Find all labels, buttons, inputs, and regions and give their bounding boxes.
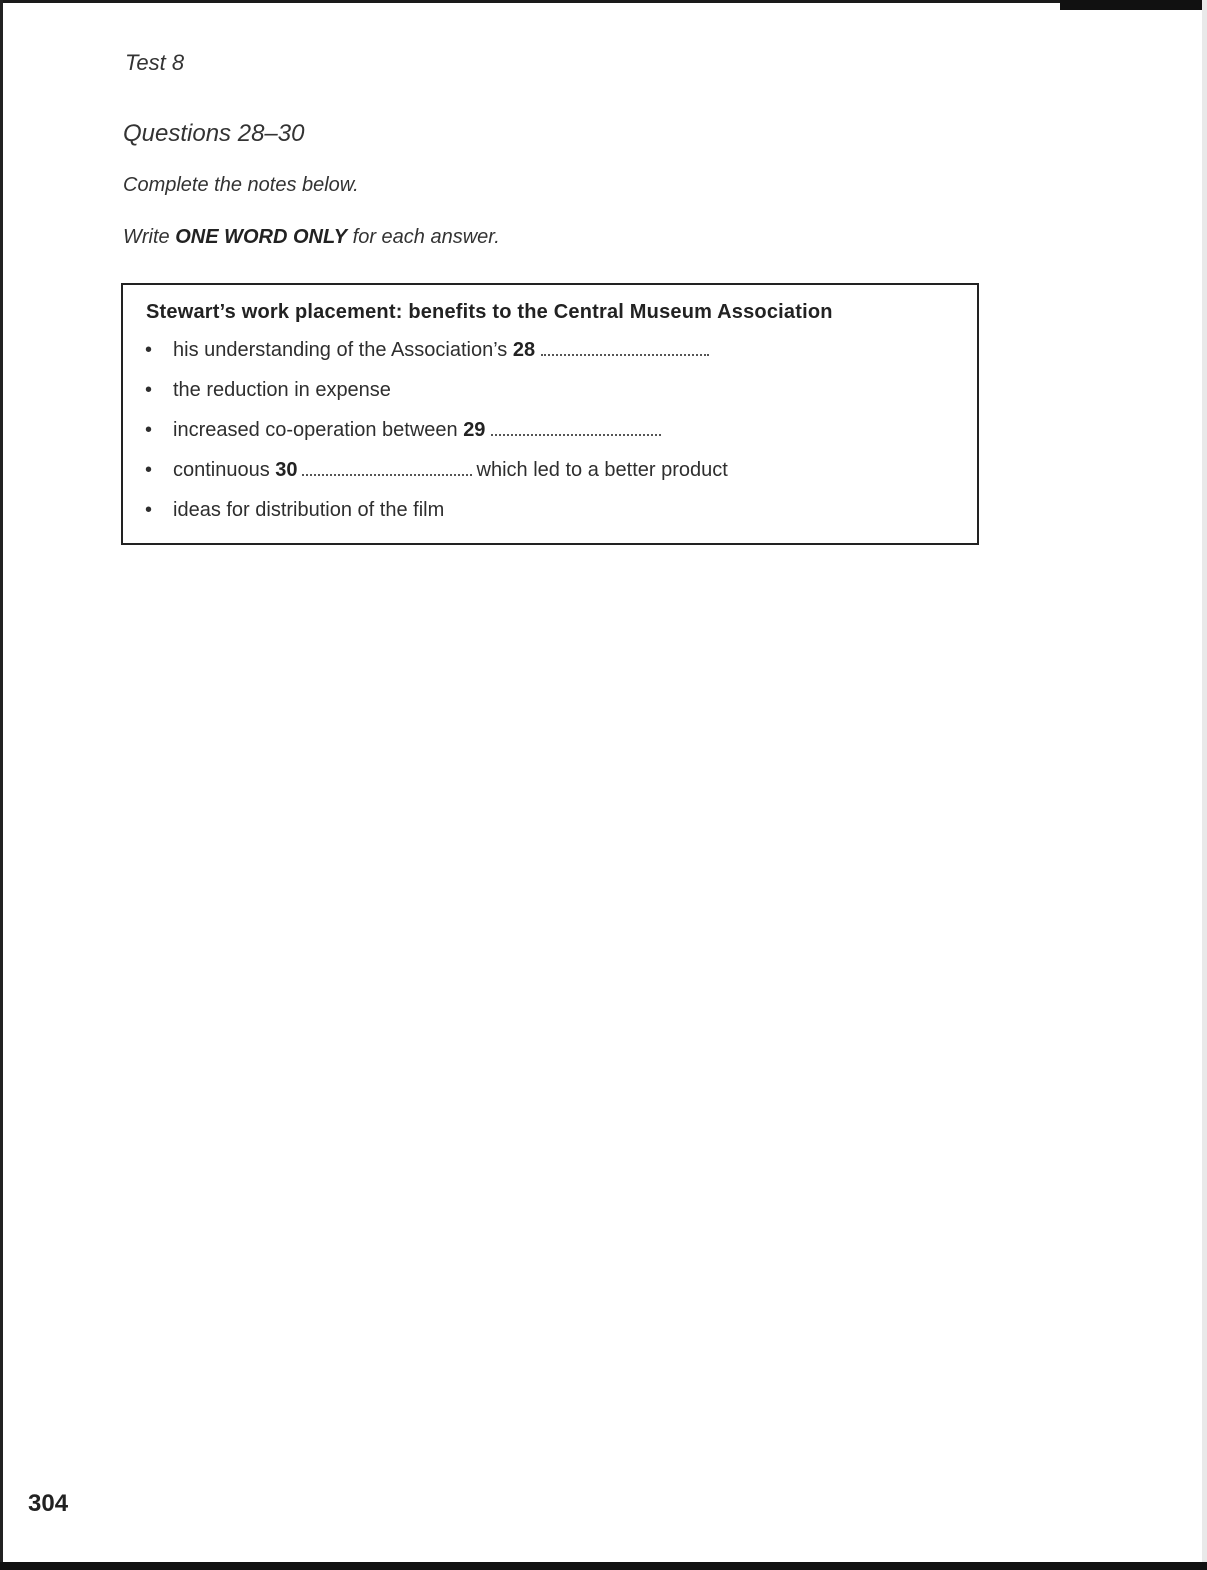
note-text-before: increased co-operation between — [173, 419, 464, 441]
question-number-28: 28 — [512, 339, 536, 361]
instruction-suffix: for each answer. — [347, 226, 500, 248]
notes-box — [121, 283, 979, 545]
instruction-prefix: Write — [123, 226, 176, 248]
answer-blank-28[interactable] — [541, 353, 709, 356]
instruction-emphasis: ONE WORD ONLY — [175, 226, 348, 248]
bullet-icon: • — [145, 459, 153, 481]
section-title: Questions 28–30 — [123, 120, 305, 147]
instruction-word-limit — [123, 226, 500, 249]
bullet-icon: • — [145, 419, 153, 441]
note-text — [173, 339, 715, 362]
note-text-before: continuous — [173, 459, 276, 481]
page-number: 304 — [28, 1490, 69, 1517]
answer-blank-29[interactable] — [491, 433, 661, 436]
scan-border-top-right — [1060, 0, 1207, 10]
instruction-complete-notes: Complete the notes below. — [123, 174, 359, 196]
note-text-before: his understanding of the Association’s — [173, 339, 513, 361]
scan-border-bottom — [0, 1562, 1207, 1570]
running-head: Test 8 — [125, 50, 185, 75]
scan-border-left — [0, 0, 3, 1570]
bullet-icon: • — [145, 379, 153, 401]
note-text-after: which led to a better product — [476, 459, 728, 481]
bullet-icon: • — [145, 499, 153, 521]
note-text — [173, 459, 728, 482]
bullet-icon: • — [145, 339, 153, 361]
scan-border-top — [0, 0, 1207, 3]
answer-blank-30[interactable] — [302, 473, 472, 476]
notes-title: Stewart’s work placement: benefits to the Central Museum Association — [146, 301, 833, 323]
scan-border-right — [1202, 0, 1207, 1570]
note-text — [173, 419, 667, 442]
note-text: the reduction in expense — [173, 379, 391, 401]
question-number-29: 29 — [463, 419, 486, 441]
question-number-30: 30 — [275, 459, 298, 481]
note-text: ideas for distribution of the film — [173, 499, 445, 521]
